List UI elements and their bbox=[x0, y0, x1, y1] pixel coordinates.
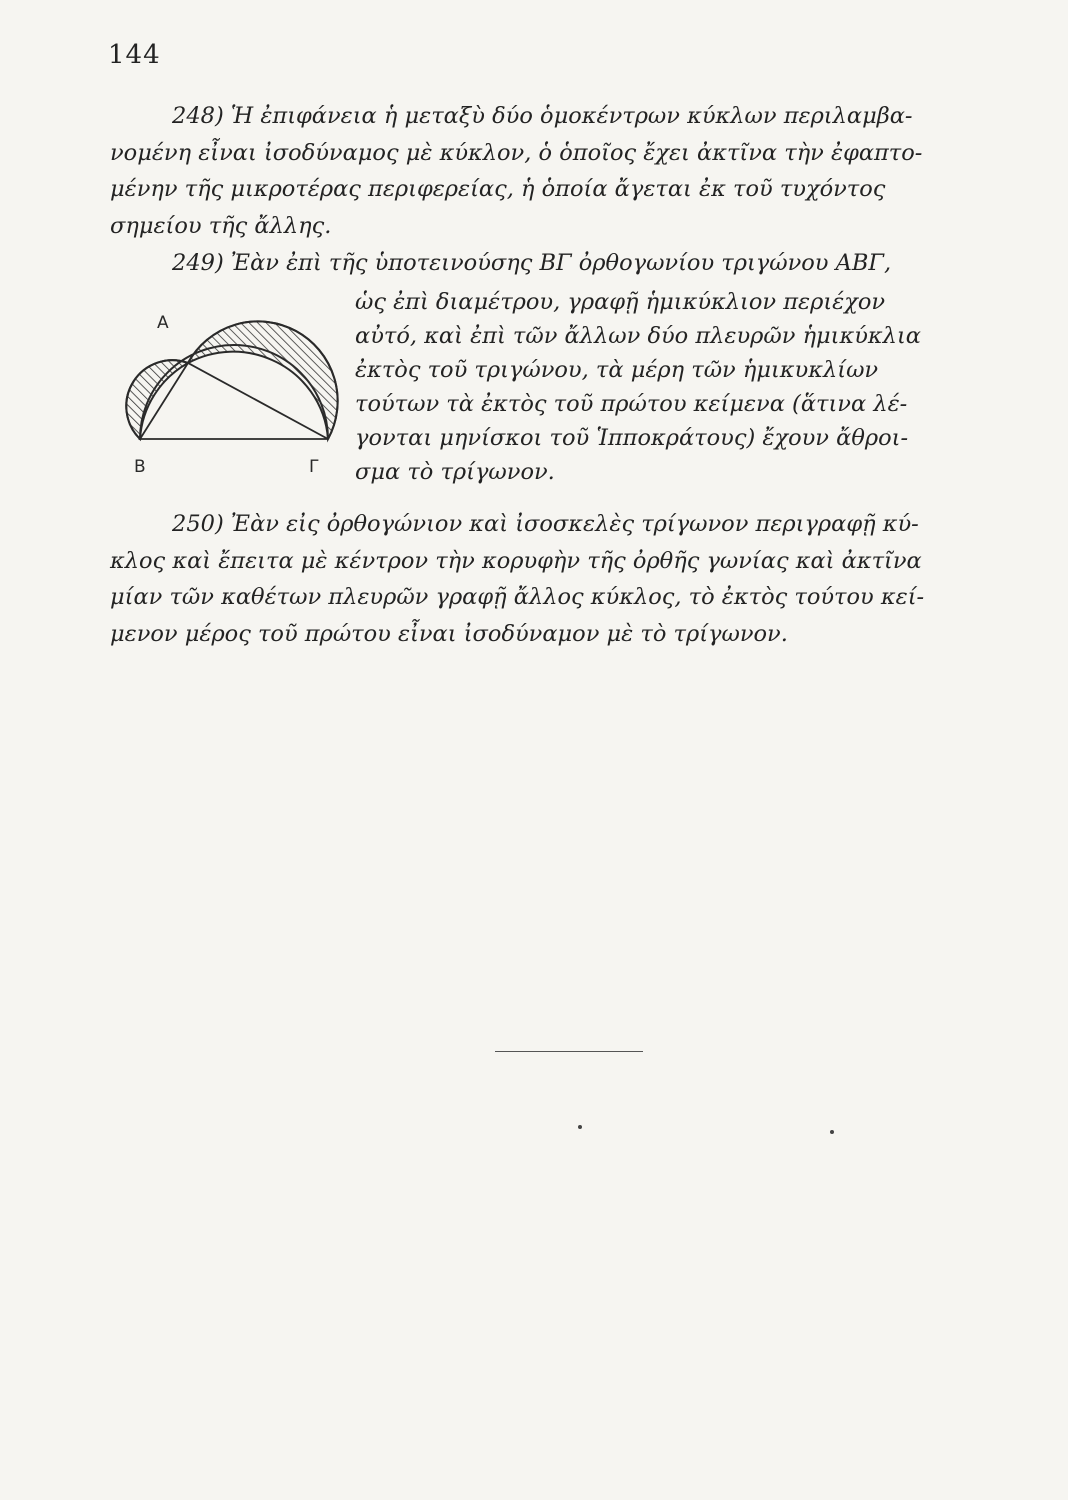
ink-dot bbox=[578, 1125, 582, 1129]
problem-249-first-line: 249) Ἐὰν ἐπὶ τῆς ὑποτεινούσης ΒΓ ὀρθογωνίου τριγώνου ΑΒΓ, bbox=[172, 250, 892, 276]
text-line: σμα τὸ τρίγωνον. bbox=[355, 459, 555, 485]
ink-dot bbox=[830, 1130, 834, 1134]
text-line: 250) Ἐὰν εἰς ὀρθογώνιον καὶ ἰσοσκελὲς τρίγωνον περιγραφῇ κύ- bbox=[172, 511, 919, 537]
text-line: μένην τῆς μικροτέρας περιφερείας, ἡ ὁποία ἄγεται ἐκ τοῦ τυχόντος bbox=[110, 176, 886, 202]
text-line: μενον μέρος τοῦ πρώτου εἶναι ἰσοδύναμον μὲ τὸ τρίγωνον. bbox=[110, 620, 788, 647]
label-b: Β bbox=[134, 457, 146, 477]
text-line: μίαν τῶν καθέτων πλευρῶν γραφῇ ἄλλος κύκλος, τὸ ἐκτὸς τούτου κεί- bbox=[110, 584, 925, 610]
text-line: σημείου τῆς ἄλλης. bbox=[110, 212, 332, 239]
lunes-figure bbox=[112, 305, 352, 495]
problem-248 bbox=[110, 98, 1000, 244]
text-line: ὡς ἐπὶ διαμέτρου, γραφῇ ἡμικύκλιον περιέχον bbox=[355, 289, 886, 315]
text-line: τούτων τὰ ἐκτὸς τοῦ πρώτου κείμενα (ἅτινα λέ- bbox=[355, 391, 908, 417]
text-line: νομένη εἶναι ἰσοδύναμος μὲ κύκλον, ὁ ὁποῖος ἔχει ἀκτῖνα τὴν ἐφαπτο- bbox=[110, 139, 923, 166]
label-a: Α bbox=[157, 313, 169, 333]
text-line: αὐτό, καὶ ἐπὶ τῶν ἄλλων δύο πλευρῶν ἡμικύκλια bbox=[355, 323, 921, 349]
text-line: 248) Ἡ ἐπιφάνεια ἡ μεταξὺ δύο ὁμοκέντρων κύκλων περιλαμβα- bbox=[172, 103, 913, 129]
lune-ab bbox=[126, 360, 188, 439]
section-separator bbox=[495, 1051, 643, 1052]
problem-250 bbox=[110, 506, 1000, 652]
text-line: κλος καὶ ἔπειτα μὲ κέντρον τὴν κορυφὴν τῆς ὀρθῆς γωνίας καὶ ἀκτῖνα bbox=[110, 547, 922, 574]
label-g: Γ bbox=[309, 457, 319, 477]
page-number: 144 bbox=[108, 40, 161, 70]
text-line: ἐκτὸς τοῦ τριγώνου, τὰ μέρη τῶν ἡμικυκλίων bbox=[355, 357, 879, 383]
text-line: γονται μηνίσκοι τοῦ Ἱπποκράτους) ἔχουν ἄθροι- bbox=[355, 425, 909, 451]
lune-ag bbox=[188, 321, 338, 439]
problem-249 bbox=[355, 285, 1000, 489]
